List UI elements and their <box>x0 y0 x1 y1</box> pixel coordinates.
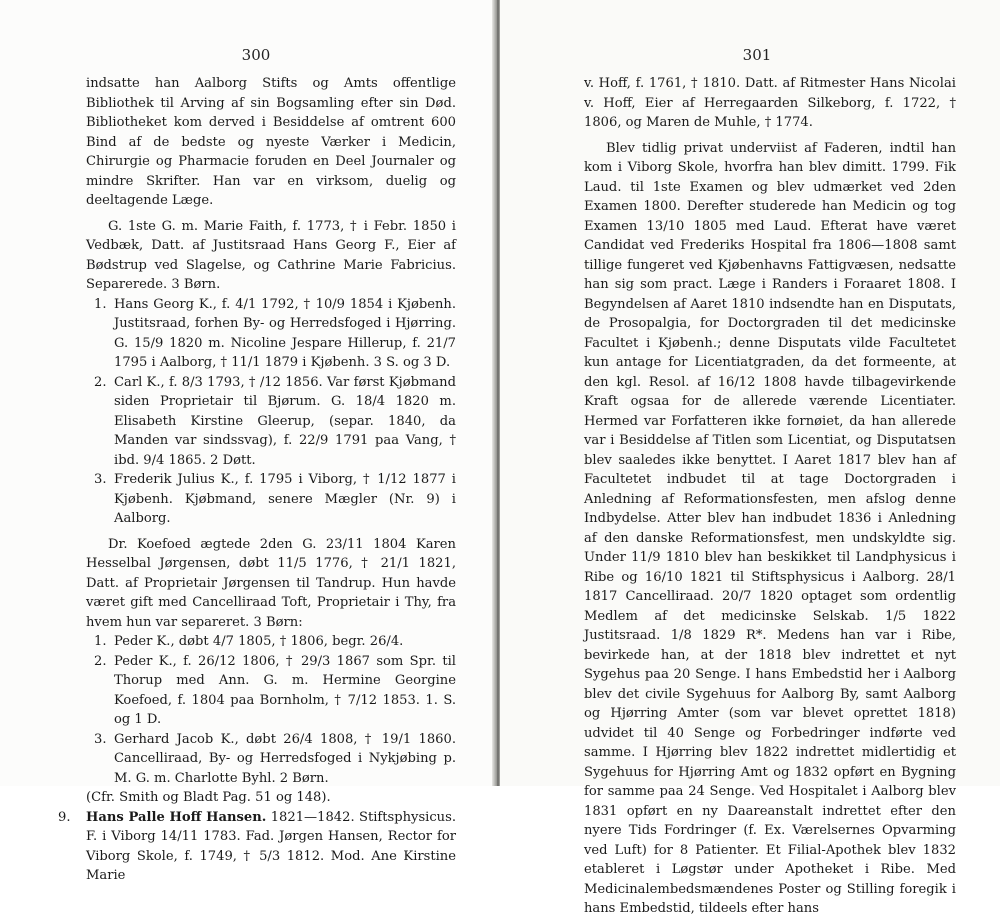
entry-number: 9. <box>58 809 71 825</box>
paragraph: Dr. Koefoed ægtede 2den G. 23/11 1804 Karen Hesselbal Jørgensen, døbt 11/5 1776, † 21/1 1821, Datt. af Proprietair Jørgensen til Tandrup. Hun havde været gift med Cancelliraad Toft, Proprietair i Thy, fra hvem hun var separeret. 3 Børn: <box>86 536 456 630</box>
list-number: 2. <box>94 653 107 669</box>
paragraph: indsatte han Aalborg Stifts og Amts offentlige Bibliothek til Arving af sin Bogsamling efter sin Død. Bibliotheket kom derved i Besiddelse af omtrent 600 Bind af de bedste og nyeste Værker i Medicin, Chirurgie og Pharmacie foruden en Deel Journaler og mindre Skrifter. Han var en virksom, duelig og deeltagende Læge. <box>86 76 456 208</box>
paragraph: G. 1ste G. m. Marie Faith, f. 1773, † i Febr. 1850 i Vedbæk, Datt. af Justitsraad Hans Georg F., Eier af Bødstrup ved Slagelse, og Cathrine Marie Fabricius. Separerede. 3 Børn. <box>86 218 456 292</box>
left-page <box>0 0 496 883</box>
entry-heading <box>58 808 456 886</box>
list-text: Peder K., døbt 4/7 1805, † 1806, begr. 26/4. <box>114 634 404 649</box>
list-item <box>86 295 456 373</box>
entry-text: 1821—1842. Stiftsphysicus. F. i Viborg 14/11 1783. Fad. Jørgen Hansen, Rector for Viborg Skole, f. 1749, † 5/3 1812. Mod. Ane Kirstine Marie <box>86 809 456 883</box>
list-item <box>86 373 456 471</box>
list-text: Peder K., f. 26/12 1806, † 29/3 1867 som Spr. til Thorup med Ann. G. m. Hermine Georgine Koefoed, f. 1804 paa Bornholm, † 7/12 1853. 1. S. og 1 D. <box>114 653 456 727</box>
entry-name: Hans Palle Hoff Hansen. <box>86 809 267 825</box>
source-reference: (Cfr. Smith og Bladt Pag. 51 og 148). <box>86 790 331 805</box>
page-text <box>58 74 456 886</box>
page-number: 301 <box>742 46 772 64</box>
list-number: 1. <box>94 634 107 649</box>
page-text <box>584 74 956 919</box>
list-item <box>86 730 456 789</box>
list-text: Hans Georg K., f. 4/1 1792, † 10/9 1854 i Kjøbenh. Justitsraad, forhen By- og Herredsfoged i Hjørring. G. 15/9 1820 m. Nicoline Jespare Hillerup, f. 21/7 1795 i Aalborg, † 11/1 1879 i Kjøbenh. 3 S. og 3 D. <box>114 296 456 370</box>
list-number: 3. <box>94 731 107 747</box>
list-text: Carl K., f. 8/3 1793, † /12 1856. Var først Kjøbmand siden Proprietair til Bjørum. G. 18/4 1820 m. Elisabeth Kirstine Gleerup, (separ. 1840, da Manden var sindssvag), f. 22/9 1791 paa Vang, † ibd. 9/4 1865. 2 Døtt. <box>114 374 456 468</box>
list-item <box>86 470 456 529</box>
right-page <box>500 0 1000 916</box>
list-text: Gerhard Jacob K., døbt 26/4 1808, † 19/1 1860. Cancelliraad, By- og Herredsfoged i Nykjøbing p. M. G. m. Charlotte Byhl. 2 Børn. <box>114 731 456 786</box>
list-number: 1. <box>94 296 107 312</box>
list-number: 3. <box>94 472 107 487</box>
page-number: 300 <box>241 46 271 64</box>
paragraph: Blev tidlig privat underviist af Faderen, indtil han kom i Viborg Skole, hvorfra han blev dimitt. 1799. Fik Laud. til 1ste Examen og blev udmærket ved 2den Examen 1800. Derefter studerede han Medicin og tog Examen 13/10 1805 med Laud. Efterat have været Candidat ved Frederiks Hospital fra 1806—1808 samt tillige fungeret ved Kjøbenhavns Fattigvæsen, nedsatte han sig som pract. Læge i Randers i Foraaret 1808. I Begyndelsen af Aaret 1810 indsendte han en Disputats, de Prosopalgia, for Doctorgraden til det medicinske Facultet i Kjøbenh.; denne Disputats vilde Facultetet kun antage for Licentiatgraden, da det formeente, at den kgl. Resol. af 16/12 1808 havde tilbagevirkende Kraft ogsaa for de allerede værende Licentiater. Hermed var Forfatteren ikke fornøiet, da han allerede var i Besiddelse af Titlen som Licentiat, og Disputatsen blev saaledes ikke benyttet. I Aaret 1817 blev han af Facultetet indbudet til at tage Doctorgraden i Anledning af Reformationsfesten, men afslog denne Indbydelse. Atter blev han indbudet 1836 i Anledning af den danske Reformationsfest, men undskyldte sig. Under 11/9 1810 blev han beskikket til Landphysicus i Ribe og 16/10 1821 til Stiftsphysicus i Aalborg. 28/1 1817 Cancelliraad. 20/7 1820 optaget som ordentlig Medlem af det medicinske Selskab. 1/5 1822 Justitsraad. 1/8 1829 R*. Medens han var i Ribe, bevirkede han, at der 1818 blev indrettet et nyt Sygehus paa 20 Senge. I hans Embedstid her i Aalborg blev det civile Sygehuus for Aalborg By, samt Aalborg og Hjørring Amter (som var blevet oprettet 1818) udvidet til 40 Senge og Forbedringer indførte ved samme. I Hjørring blev 1822 indrettet midlertidig et Sygehuus for Hjørring Amt og 1832 opført en Bygning for samme paa 24 Senge. Ved Hospitalet i Aalborg blev 1831 opført en ny Daareanstalt indrettet efter den nyere Tids Fordringer (f. Ex. Værelsernes Opvarming ved Luft) for 8 Patienter. Et Filial-Apothek blev 1832 etableret i Løgstør under Apotheket i Ribe. Med Medicinalembedsmændenes Poster og Stilling foregik i hans Embedstid, tildeels efter hans <box>584 140 956 916</box>
list-number: 2. <box>94 374 107 390</box>
list-item <box>86 652 456 730</box>
paragraph: v. Hoff, f. 1761, † 1810. Datt. af Ritmester Hans Nicolai v. Hoff, Eier af Herregaarden Silkeborg, f. 1722, † 1806, og Maren de Muhle, † 1774. <box>584 76 956 130</box>
list-text: Frederik Julius K., f. 1795 i Viborg, † 1/12 1877 i Kjøbenh. Kjøbmand, senere Mægler (Nr. 9) i Aalborg. <box>114 472 456 526</box>
list-item <box>86 632 456 652</box>
